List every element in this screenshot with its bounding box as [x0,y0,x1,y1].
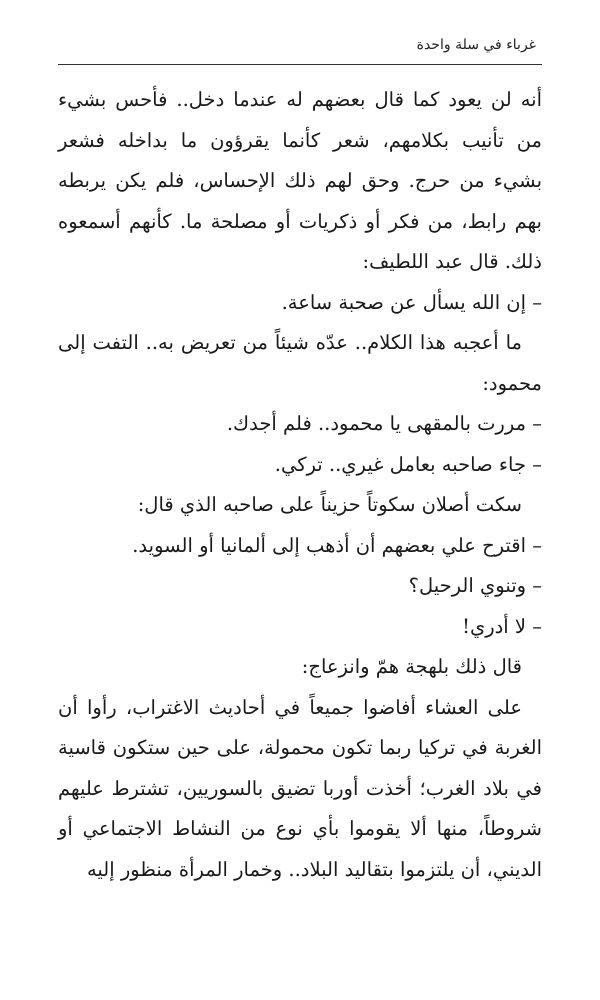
dialogue-line-3: – جاء صاحبه بعامل غيري.. تركي. [274,452,542,476]
paragraph-5: على العشاء أفاضوا جميعاً في أحاديث الاغتراب، رأوا أن الغربة في تركيا ربما تكون محمولة، على حين ستكون قاسية في بلاد الغرب؛ أخذت أوربا تضيق بالسوريين، تشترط عليهم شروطاً، منها ألا يقوموا بأي نوع من النشاط الاجتماعي أو الديني، أن يلتزموا بتقاليد البلاد.. وخمار المرأة منظور إليه [58,695,542,881]
running-header-title: غرباء في سلة واحدة [416,37,536,53]
dialogue-line-6: – لا أدري! [462,614,542,638]
page-body [58,80,542,890]
header-divider [58,64,542,65]
dialogue-line-5: – وتنوي الرحيل؟ [408,574,542,597]
paragraph-2: ما أعجبه هذا الكلام.. عدّه شيئاً من تعريض به.. التفت إلى محمود: [58,331,542,395]
dialogue-line-4: – اقترح علي بعضهم أن أذهب إلى ألمانيا أو السويد. [132,533,542,557]
paragraph-1: أنه لن يعود كما قال بعضهم له عندما دخل.. فأحس بشيء من تأنيب بكلامهم، شعر كأنما يقرؤون ما بداخله فشعر بشيء من حرج. وحق لهم ذلك الإحساس، فلم يكن يربطه بهم رابط، من فكر أو ذكريات أو مصلحة ما. كأنهم أسمعوه ذلك. قال عبد اللطيف: [58,88,542,273]
paragraph-4: قال ذلك بلهجة همّ وانزعاج: [301,655,522,678]
dialogue-line-1: – إن الله يسأل عن صحبة ساعة. [281,290,542,314]
dialogue-line-2: – مررت بالمقهى يا محمود.. فلم أجدك. [226,412,542,435]
paragraph-3: سكت أصلان سكوتاً حزيناً على صاحبه الذي قال: [137,493,522,516]
